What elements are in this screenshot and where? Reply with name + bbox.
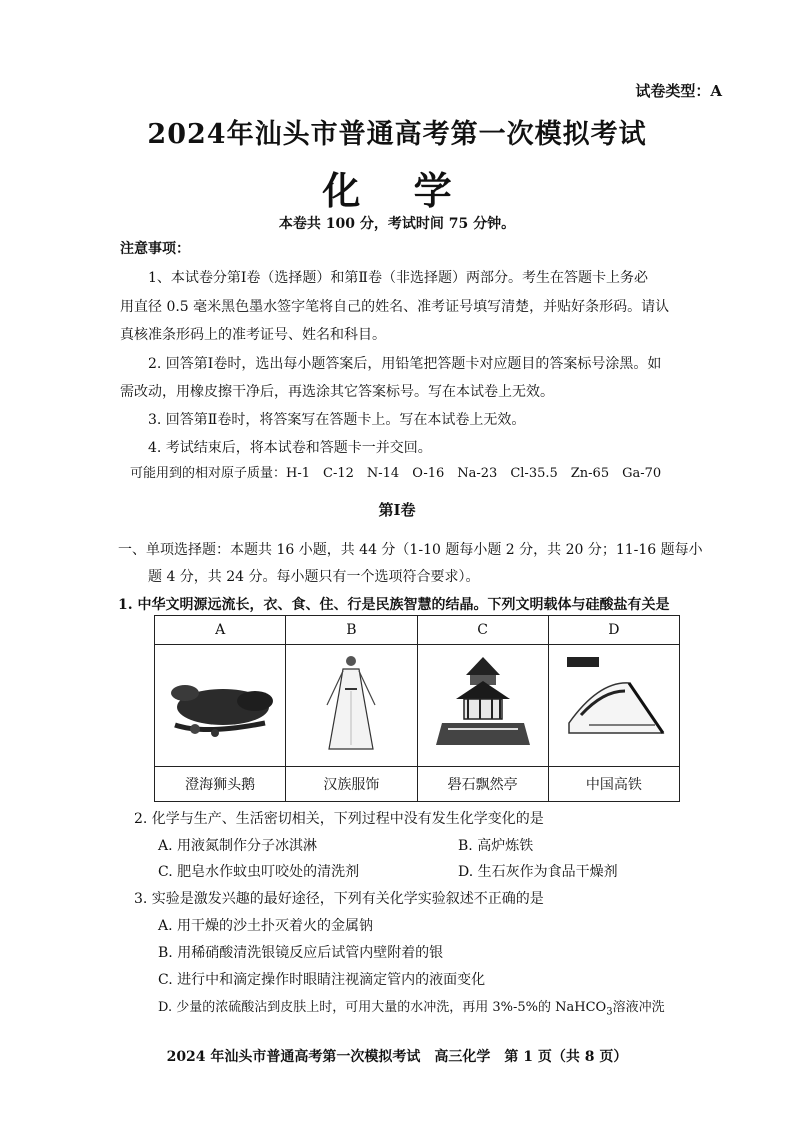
note-line-6: 3. 回答第Ⅱ卷时，将答案写在答题卡上。写在本试卷上无效。 <box>148 412 526 428</box>
exam-title: 2024年汕头市普通高考第一次模拟考试 <box>147 119 647 150</box>
note-line-1: 1、本试卷分第Ⅰ卷（选择题）和第Ⅱ卷（非选择题）两部分。考生在答题卡上务必 <box>148 270 648 286</box>
note-line-7: 4. 考试结束后，将本试卷和答题卡一并交回。 <box>148 440 432 456</box>
q1-caption-a: 澄海狮头鹅 <box>155 766 286 801</box>
q1-col-a: A <box>155 616 286 645</box>
q2-option-c: C. 肥皂水作蚊虫叮咬处的清洗剂 <box>158 864 360 880</box>
q1-caption-d: 中国高铁 <box>548 766 679 801</box>
q3-option-a: A. 用干燥的沙土扑灭着火的金属钠 <box>158 918 374 934</box>
note-line-3: 真核准条形码上的准考证号、姓名和科目。 <box>120 327 386 343</box>
q3-option-b: B. 用稀硝酸清洗银镜反应后试管内壁附着的银 <box>158 945 444 961</box>
section-title: 第Ⅰ卷 <box>378 501 416 519</box>
pavilion-image <box>417 644 548 766</box>
q3-stem: 3. 实验是激发兴趣的最好途径，下列有关化学实验叙述不正确的是 <box>134 891 544 907</box>
q1-col-d: D <box>548 616 679 645</box>
q2-stem: 2. 化学与生产、生活密切相关，下列过程中没有发生化学变化的是 <box>134 811 544 827</box>
note-line-5: 需改动，用橡皮擦干净后，再选涂其它答案标号。写在本试卷上无效。 <box>120 384 554 400</box>
notes-heading: 注意事项： <box>120 241 190 257</box>
subject-title: 化 学 <box>322 168 472 213</box>
q1-col-c: C <box>417 616 548 645</box>
note-line-2: 用直径 0.5 毫米黑色墨水签字笔将自己的姓名、准考证号填写清楚，并贴好条形码。请认 <box>120 299 670 315</box>
q1-caption-b: 汉族服饰 <box>286 766 417 801</box>
q3-option-d-prefix: D. 少量的浓硫酸沾到皮肤上时，可用大量的水冲洗，再用 3%-5%的 NaHCO <box>158 1000 607 1015</box>
page-footer: 2024 年汕头市普通高考第一次模拟考试 高三化学 第 1 页（共 8 页） <box>166 1049 628 1065</box>
hanfu-image <box>286 644 417 766</box>
paper-type-label: 试卷类型：A <box>635 82 722 100</box>
section-instructions-1: 一、单项选择题：本题共 16 小题，共 44 分（1-10 题每小题 2 分，共 20 分；11-16 题每小 <box>118 542 703 558</box>
q2-option-a: A. 用液氮制作分子冰淇淋 <box>158 838 318 854</box>
q1-figure-table <box>154 615 680 802</box>
q1-caption-c: 礐石飘然亭 <box>417 766 548 801</box>
q2-option-b: B. 高炉炼铁 <box>458 838 534 854</box>
exam-info: 本卷共 100 分，考试时间 75 分钟。 <box>278 216 516 232</box>
note-line-4: 2. 回答第Ⅰ卷时，选出每小题答案后，用铅笔把答题卡对应题目的答案标号涂黑。如 <box>148 356 662 372</box>
section-instructions-2: 题 4 分，共 24 分。每小题只有一个选项符合要求）。 <box>148 569 480 585</box>
q2-option-d: D. 生石灰作为食品干燥剂 <box>458 864 618 880</box>
q3-option-d-subscript: 3 <box>606 1006 613 1018</box>
q3-option-c: C. 进行中和滴定操作时眼睛注视滴定管内的液面变化 <box>158 972 486 988</box>
goose-image <box>155 644 286 766</box>
q1-stem: 1. 中华文明源远流长，衣、食、住、行是民族智慧的结晶。下列文明载体与硅酸盐有关是 <box>118 597 670 613</box>
atomic-mass-line: 可能用到的相对原子质量：H-1 C-12 N-14 O-16 Na-23 Cl-35.5 Zn-65 Ga-70 <box>130 466 662 481</box>
q3-option-d-suffix: 溶液冲洗 <box>612 1000 665 1015</box>
high-speed-rail-image <box>548 644 679 766</box>
q3-option-d <box>158 996 665 1018</box>
q1-col-b: B <box>286 616 417 645</box>
